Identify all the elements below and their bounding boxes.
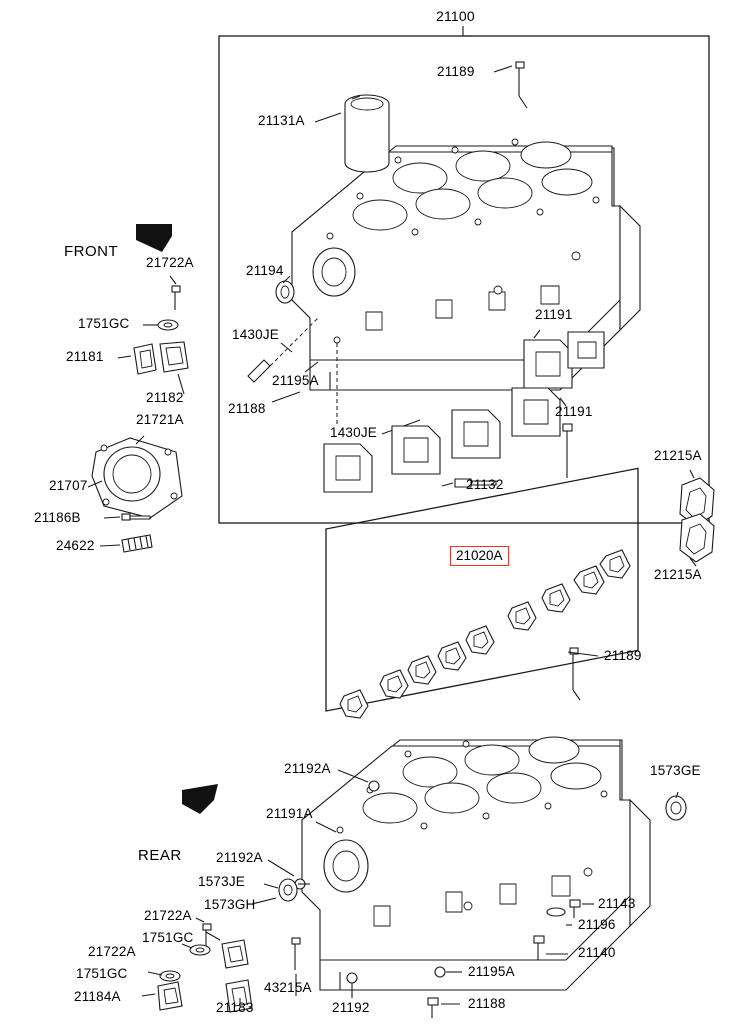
label-part-21132: 21132 — [466, 477, 504, 492]
label-part-21131A: 21131A — [258, 113, 305, 128]
plug-21192A-upper — [369, 781, 379, 791]
label-part-21140: 21140 — [578, 945, 616, 960]
label-part-21194: 21194 — [246, 263, 284, 278]
label-part-21722A-lower1: 21722A — [144, 908, 192, 923]
bearing-shells — [340, 550, 630, 718]
label-part-1573JE: 1573JE — [198, 874, 245, 889]
label-part-21195A-top: 21195A — [272, 373, 319, 388]
front-arrow — [136, 224, 172, 252]
rear-arrow — [182, 784, 218, 814]
label-part-24622: 24622 — [56, 538, 95, 553]
washer-21196 — [547, 908, 565, 916]
label-part-21188-top: 21188 — [228, 401, 266, 416]
long-bolt — [563, 424, 572, 478]
seal-21194 — [276, 281, 294, 303]
bolt-21722A-lower1 — [203, 924, 211, 948]
label-part-1751GC-mid: 1751GC — [142, 930, 194, 945]
label-part-21721A: 21721A — [136, 412, 184, 427]
label-part-21192A-upper: 21192A — [284, 761, 331, 776]
rear-seal-housing-21707 — [92, 438, 182, 518]
label-part-21191A: 21191A — [266, 806, 313, 821]
bearing-21181 — [134, 344, 156, 374]
label-part-21722A-lower2: 21722A — [88, 944, 136, 959]
dowel-24622 — [122, 535, 152, 552]
label-part-21183: 21183 — [216, 1000, 254, 1015]
bolt-21189-top — [516, 62, 527, 108]
label-part-21191-lower: 21191 — [555, 404, 593, 419]
direction-front: FRONT — [64, 243, 119, 260]
label-part-21215A-lower: 21215A — [654, 567, 702, 582]
washer-1751GC-lower — [160, 971, 180, 981]
label-part-21100: 21100 — [436, 8, 475, 24]
label-part-21722A-left: 21722A — [146, 255, 194, 270]
label-part-1751GC-lower: 1751GC — [76, 966, 128, 981]
label-part-21192: 21192 — [332, 1000, 370, 1015]
bearing-21184A-lower — [158, 982, 182, 1010]
label-part-21195A-bottom: 21195A — [468, 964, 515, 979]
bearing-21182 — [160, 342, 188, 372]
washer-1751GC-left — [158, 320, 178, 330]
bolt-21189-bottom — [570, 648, 580, 700]
label-part-21020A-highlighted: 21020A — [450, 546, 509, 566]
label-part-43215A: 43215A — [264, 980, 312, 995]
label-part-21191-upper: 21191 — [535, 307, 573, 322]
label-part-1430JE-lower: 1430JE — [330, 425, 377, 440]
label-part-21181: 21181 — [66, 349, 104, 364]
label-part-21188-bottom: 21188 — [468, 996, 506, 1011]
label-part-21192A-lower: 21192A — [216, 850, 263, 865]
seal-1573GE — [666, 796, 686, 820]
bearing-21184A-upper — [222, 940, 248, 968]
label-part-1430JE-upper: 1430JE — [232, 327, 279, 342]
direction-rear: REAR — [138, 847, 182, 864]
label-part-1573GE: 1573GE — [650, 763, 701, 778]
bolt-21722A-left — [172, 286, 180, 310]
bolt-21188-bottom — [428, 998, 438, 1018]
label-part-21215A-upper: 21215A — [654, 448, 702, 463]
label-part-21707: 21707 — [49, 478, 88, 493]
label-part-1751GC-left: 1751GC — [78, 316, 130, 331]
cylinder-liner — [345, 95, 389, 172]
thrust-washer-21215A-lower — [680, 514, 714, 562]
label-part-21186B: 21186B — [34, 510, 81, 525]
label-part-21189-bottom: 21189 — [604, 648, 642, 663]
label-part-21189-top: 21189 — [437, 64, 475, 79]
label-part-21182: 21182 — [146, 390, 184, 405]
label-part-21143: 21143 — [598, 896, 636, 911]
pin-43215A — [292, 938, 300, 970]
label-part-21196: 21196 — [578, 917, 616, 932]
label-part-21184A: 21184A — [74, 989, 121, 1004]
washer-1751GC-mid — [190, 945, 210, 955]
bolt-21195A-bottom — [435, 967, 445, 977]
seal-1573JE — [279, 879, 297, 901]
label-part-1573GH: 1573GH — [204, 897, 256, 912]
